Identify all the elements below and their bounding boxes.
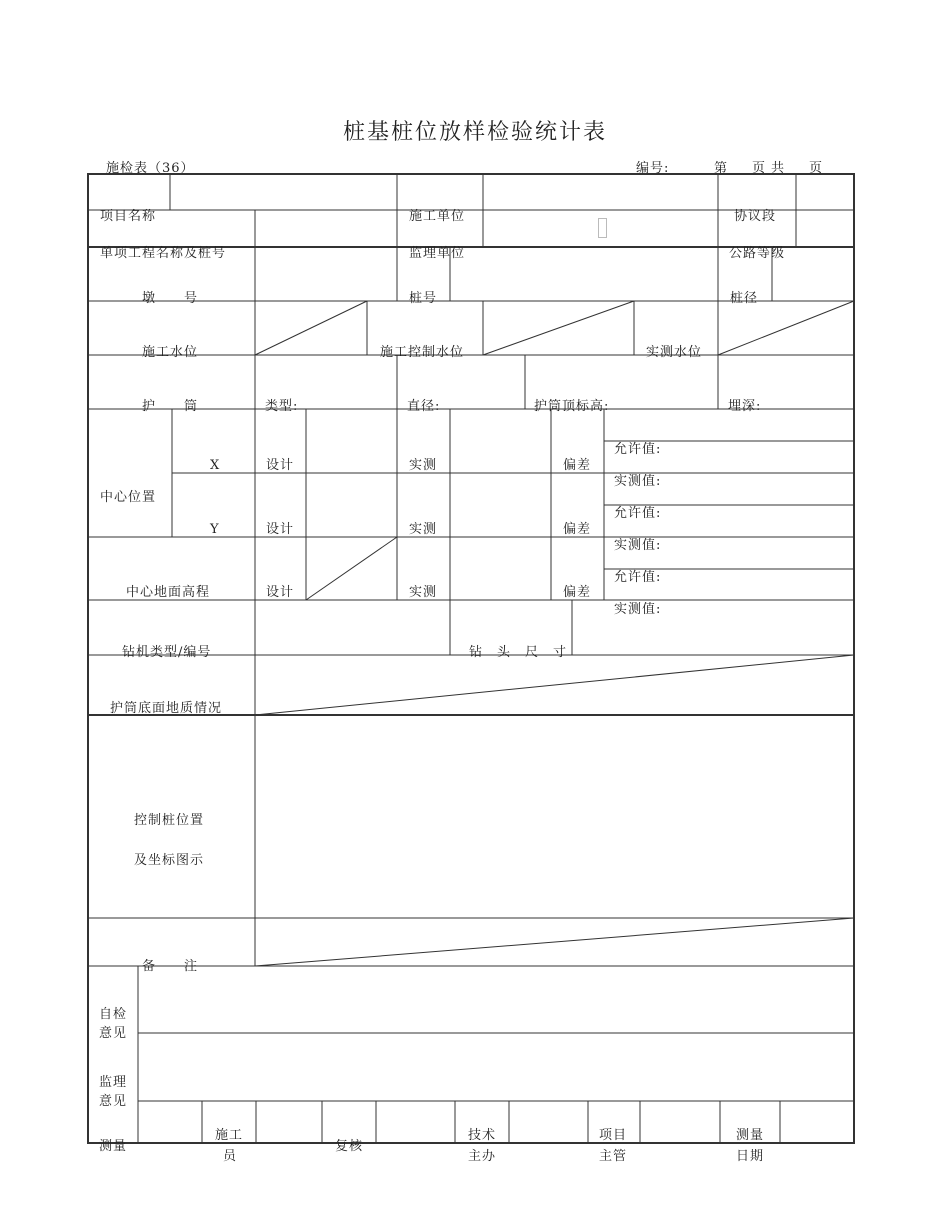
label-supervisor: 监理单位 — [409, 246, 466, 261]
label-constructor-2: 员 — [223, 1149, 238, 1164]
label-construction-water-level: 施工水位 — [142, 345, 199, 360]
label-measured-value-y: 实测值: — [614, 538, 662, 553]
label-y: Y — [210, 522, 220, 537]
label-self-check-1: 自检 — [99, 1007, 128, 1022]
label-type: 类型: — [265, 399, 299, 414]
label-drill-type: 钻机类型/编号 — [122, 645, 212, 660]
label-pm-2: 主管 — [599, 1149, 628, 1164]
label-sub-project: 单项工程名称及桩号 — [100, 246, 227, 261]
label-survey-date-1: 测量 — [736, 1128, 765, 1143]
label-contractor: 施工单位 — [409, 209, 466, 224]
label-constructor-1: 施工 — [215, 1128, 244, 1143]
label-control-pile-2: 及坐标图示 — [134, 853, 205, 868]
label-center-position: 中心位置 — [100, 490, 157, 505]
label-supervision-1: 监理 — [99, 1075, 128, 1090]
label-measured-water-level: 实测水位 — [646, 345, 703, 360]
label-ground-elev: 中心地面高程 — [126, 585, 211, 600]
label-burial-depth: 埋深: — [728, 399, 762, 414]
label-pile-dia: 桩径 — [730, 291, 759, 306]
label-survey-date-2: 日期 — [736, 1149, 765, 1164]
label-x: X — [210, 458, 221, 473]
label-deviation-x: 偏差 — [563, 458, 592, 473]
label-tech-2: 主办 — [468, 1149, 497, 1164]
label-tech-1: 技术 — [468, 1128, 497, 1143]
label-self-check-2: 意见 — [99, 1026, 128, 1041]
label-bit-size: 钻 头 尺 寸 — [469, 645, 568, 660]
label-allowable-y: 允许值: — [614, 506, 662, 521]
label-remarks: 备 注 — [142, 959, 199, 974]
label-agreement-section: 协议段 — [734, 209, 777, 224]
label-casing-geology: 护筒底面地质情况 — [110, 701, 223, 716]
label-control-pile-1: 控制桩位置 — [134, 813, 205, 828]
label-allowable-elev: 允许值: — [614, 570, 662, 585]
label-control-water-level: 施工控制水位 — [380, 345, 465, 360]
label-measured-value-x: 实测值: — [614, 474, 662, 489]
placeholder-glyph — [598, 218, 607, 238]
label-deviation-y: 偏差 — [563, 522, 592, 537]
label-review: 复核 — [335, 1139, 364, 1154]
label-design-elev: 设计 — [266, 585, 295, 600]
label-project-name: 项目名称 — [100, 209, 157, 224]
label-design-y: 设计 — [266, 522, 295, 537]
label-pm-1: 项目 — [599, 1128, 628, 1143]
label-supervision-2: 意见 — [99, 1094, 128, 1109]
label-measured-y: 实测 — [409, 522, 438, 537]
label-pile-no: 桩号 — [409, 291, 438, 306]
label-allowable-x: 允许值: — [614, 442, 662, 457]
label-deviation-elev: 偏差 — [563, 585, 592, 600]
label-diameter: 直径: — [407, 399, 441, 414]
label-measured-value-elev: 实测值: — [614, 602, 662, 617]
serial-label: 编号: — [636, 161, 670, 176]
label-casing: 护 筒 — [142, 399, 199, 414]
label-measured-x: 实测 — [409, 458, 438, 473]
label-road-grade: 公路等级 — [729, 246, 786, 261]
form-code: 施检表（36） — [106, 161, 195, 176]
page-title: 桩基桩位放样检验统计表 — [342, 120, 607, 145]
label-pier-no: 墩 号 — [142, 291, 199, 306]
label-measured-elev: 实测 — [409, 585, 438, 600]
label-design-x: 设计 — [266, 458, 295, 473]
label-survey: 测量 — [99, 1139, 128, 1154]
label-casing-top-elev: 护筒顶标高: — [534, 399, 610, 414]
page-label: 第 页共 页 — [714, 161, 829, 176]
